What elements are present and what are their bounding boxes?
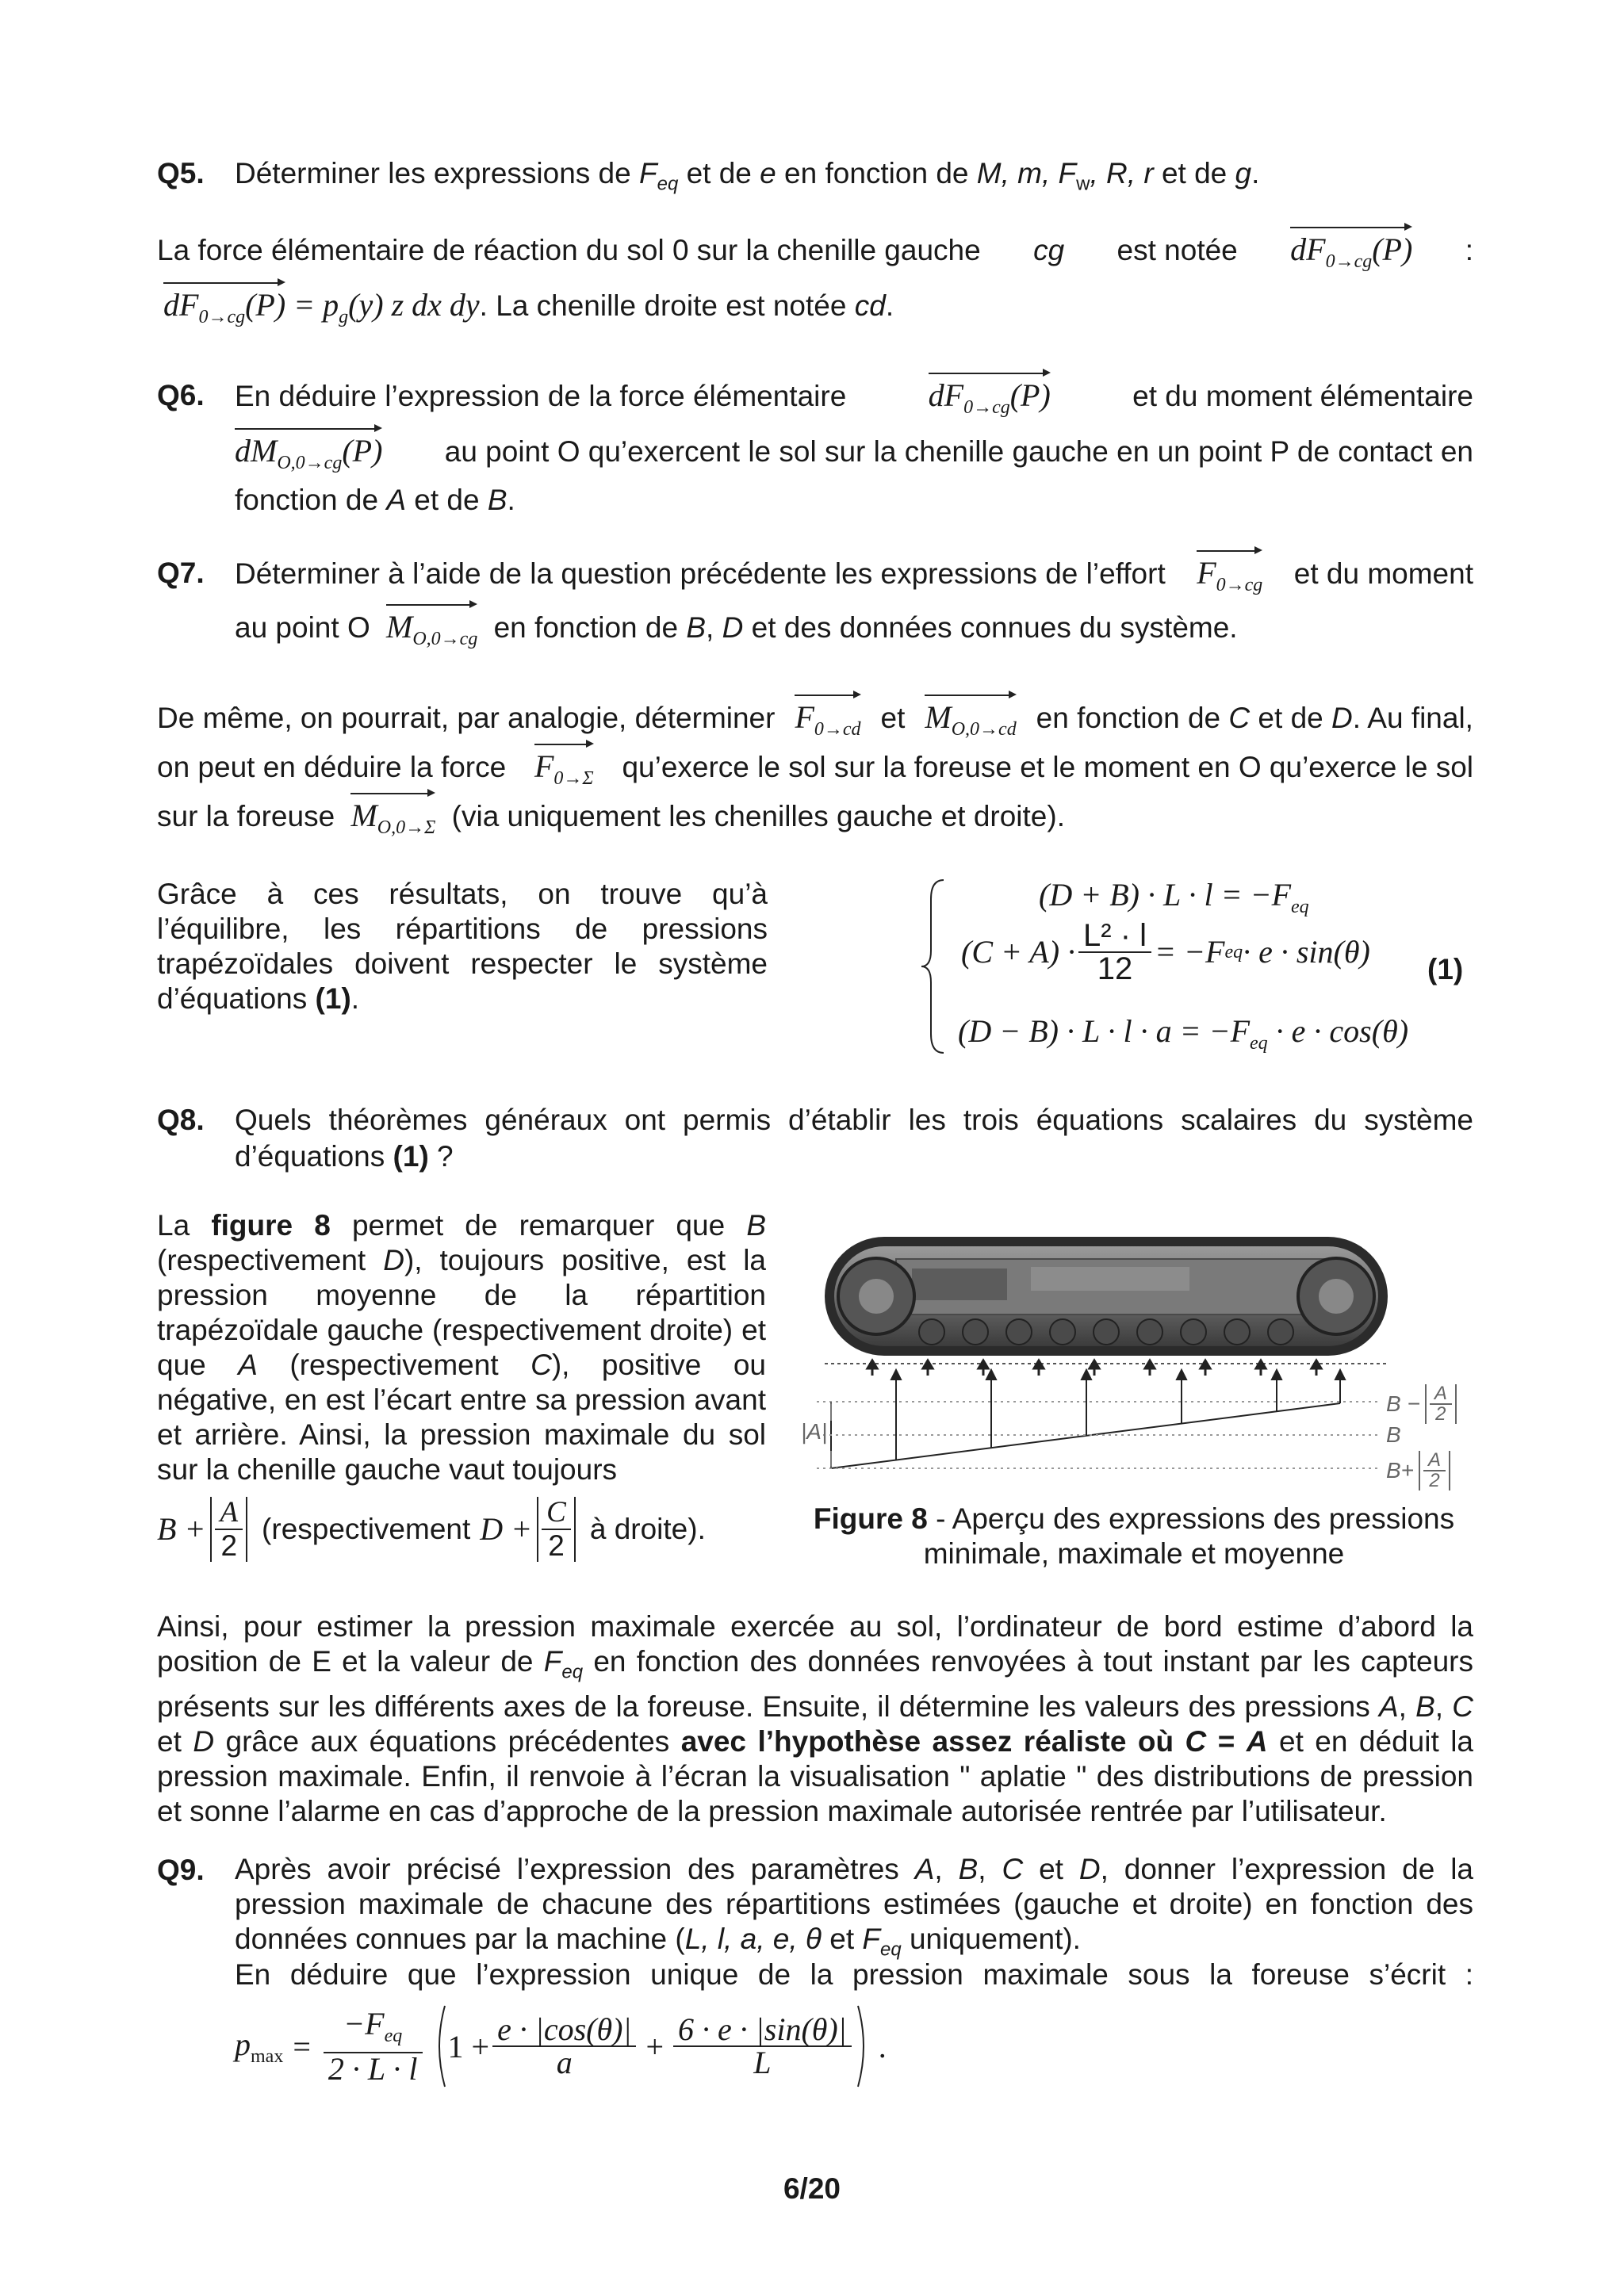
ainsi-paragraph: Ainsi, pour estimer la pression maximale exercée au sol, l’ordinateur de bord estime d’abord la position de E et la valeur de $F_{eq}$ en fonction des données renvoyées à tout instant par les capteurs présents sur les différents axes de la foreuse. Ensuite, il détermine les valeurs des pressions A, B, C et D grâce aux équations précédentes avec l’hypothèse assez réaliste où C = A et en déduit la pression maximale. Enfin, il renvoie à l’écran la visualisation " aplatie " des distributions de pression et sonne l’alarme en cas d’approche de la pression maximale autorisée rentrée par l’utilisateur. bbox=[157, 1610, 1473, 1828]
intro-line2: $dF_{0\to cg}(P) = p_g(y)$ z dx dy. La chenille droite est notée cd. bbox=[163, 287, 1464, 335]
fig8-label-b: B bbox=[1386, 1422, 1401, 1447]
q6-line3: fonction de A et de B. bbox=[235, 484, 515, 516]
page-number: 6/20 bbox=[783, 2172, 841, 2205]
fig8-expressions: B + $\frac{A}{2}$ (respectivement D + $\frac{C}{2}$ à droite). bbox=[157, 1496, 706, 1562]
fig8-label-abs-a: |A| bbox=[801, 1419, 828, 1444]
equation-system bbox=[920, 875, 1475, 1058]
q6-label: Q6. bbox=[157, 379, 205, 411]
q9-paragraph: Après avoir précisé l’expression des paramètres A, B, C et D, donner l’expression de la pression maximale de chacune des répartitions estimées (gauche et droite) en fonction des données connues par la machine (L, l, a, e, θ et $F_{eq}$ uniquement). bbox=[235, 1853, 1474, 1961]
intro-line1: La force élémentaire de réaction du sol 0 sur la chenille gauche cg est notée $dF_{0\to cg}(P)$ : bbox=[157, 232, 1473, 280]
figure-8 bbox=[793, 1221, 1475, 1490]
abs-c-over-2: $\frac{C}{2}$ bbox=[537, 1497, 576, 1562]
system-eq1: $(D + B) \cdot L \cdot l = -F_{eq}$ bbox=[1039, 877, 1309, 917]
grace-paragraph: Grâce à ces résultats, on trouve qu’à l’équilibre, les répartitions de pressions trapézoïdales doivent respecter le système d’équations (1). bbox=[157, 878, 768, 1015]
q7-label: Q7. bbox=[157, 557, 205, 589]
q8-label: Q8. bbox=[157, 1104, 205, 1136]
system-eq3: $(D - B) \cdot L \cdot l \cdot a = -F_{eq} \cdot e \cdot \cos(\theta)$ bbox=[958, 1013, 1409, 1054]
q8-line2: d’équations (1) ? bbox=[235, 1140, 454, 1173]
left-paren bbox=[431, 2003, 448, 2090]
q6-line2: $dM_{O,0\to cg}(P)$ au point O qu’exercent le sol sur la chenille gauche en un point P de contact en bbox=[235, 433, 1473, 481]
analog-line3: sur la foreuse $M_{O,0\to\Sigma}$ (via uniquement les chenilles gauche et droite). bbox=[157, 798, 1473, 846]
q8-line1: Quels théorèmes généraux ont permis d’établir les trois équations scalaires du système bbox=[235, 1104, 1473, 1136]
analog-line2: on peut en déduire la force $F_{0\to\Sigma}$ qu’exerce le sol sur la foreuse et le moment en O qu’exerce le sol bbox=[157, 748, 1473, 797]
figure-8-caption: Figure 8 - Aperçu des expressions des pressions minimale, maximale et moyenne bbox=[813, 1502, 1455, 1570]
q9-label: Q9. bbox=[157, 1854, 205, 1886]
right-paren bbox=[855, 2003, 872, 2090]
q6-line1: En déduire l’expression de la force élémentaire $dF_{0\to cg}(P)$ et du moment élémentaire bbox=[235, 377, 1473, 426]
q5-text: Déterminer les expressions de $F_{eq}$ et de e en fonction de M, m, $F_w$, R, r et de g. bbox=[235, 157, 1260, 195]
system-number: (1) bbox=[1427, 953, 1464, 985]
pmax-formula: $p_{max}$ = $\frac{-F_{eq}}{2 \cdot L \cdot l}$ 1 + $\frac{e \cdot |\cos(\theta)|}{a}$ + $\frac{6 \cdot e \cdot |\sin(\theta)|}{L}$ . bbox=[235, 2003, 887, 2090]
q5-label: Q5. bbox=[157, 157, 205, 189]
system-eq2: (C + A) · $\frac{\text{L² · l}}{12}$ = −F eq · e · sin(θ) bbox=[961, 918, 1370, 986]
q7-line2: au point O $M_{O,0\to cg}$ en fonction de B, D et des données connues du système. bbox=[235, 609, 1473, 657]
fig8-paragraph: La figure 8 permet de remarquer que B (respectivement D), toujours positive, est la pression moyenne de la répartition trapézoïdale gauche (respectivement droite) et que A (respectivement C), positive ou négative, en est l’écart entre sa pression avant et arrière. Ainsi, la pression maximale du sol sur la chenille gauche vaut toujours bbox=[157, 1209, 766, 1486]
analog-line1: De même, on pourrait, par analogie, déterminer $F_{0\to cd}$ et $M_{O,0\to cd}$ en fonction de C et de D. Au final, bbox=[157, 699, 1473, 748]
track-illustration bbox=[793, 1221, 1475, 1490]
system-brace bbox=[920, 875, 952, 1058]
q9-line-deduce: En déduire que l’expression unique de la pression maximale sous la foreuse s’écrit : bbox=[235, 1958, 1473, 1991]
fig8-label-b-minus: B − $\frac{A}{2}$ bbox=[1386, 1384, 1457, 1424]
q7-line1: Déterminer à l’aide de la question précédente les expressions de l’effort $F_{0\to cg}$ et du moment bbox=[235, 555, 1473, 603]
fig8-label-b-plus: B+ $\frac{A}{2}$ bbox=[1386, 1451, 1450, 1490]
abs-a-over-2: $\frac{A}{2}$ bbox=[210, 1497, 247, 1562]
